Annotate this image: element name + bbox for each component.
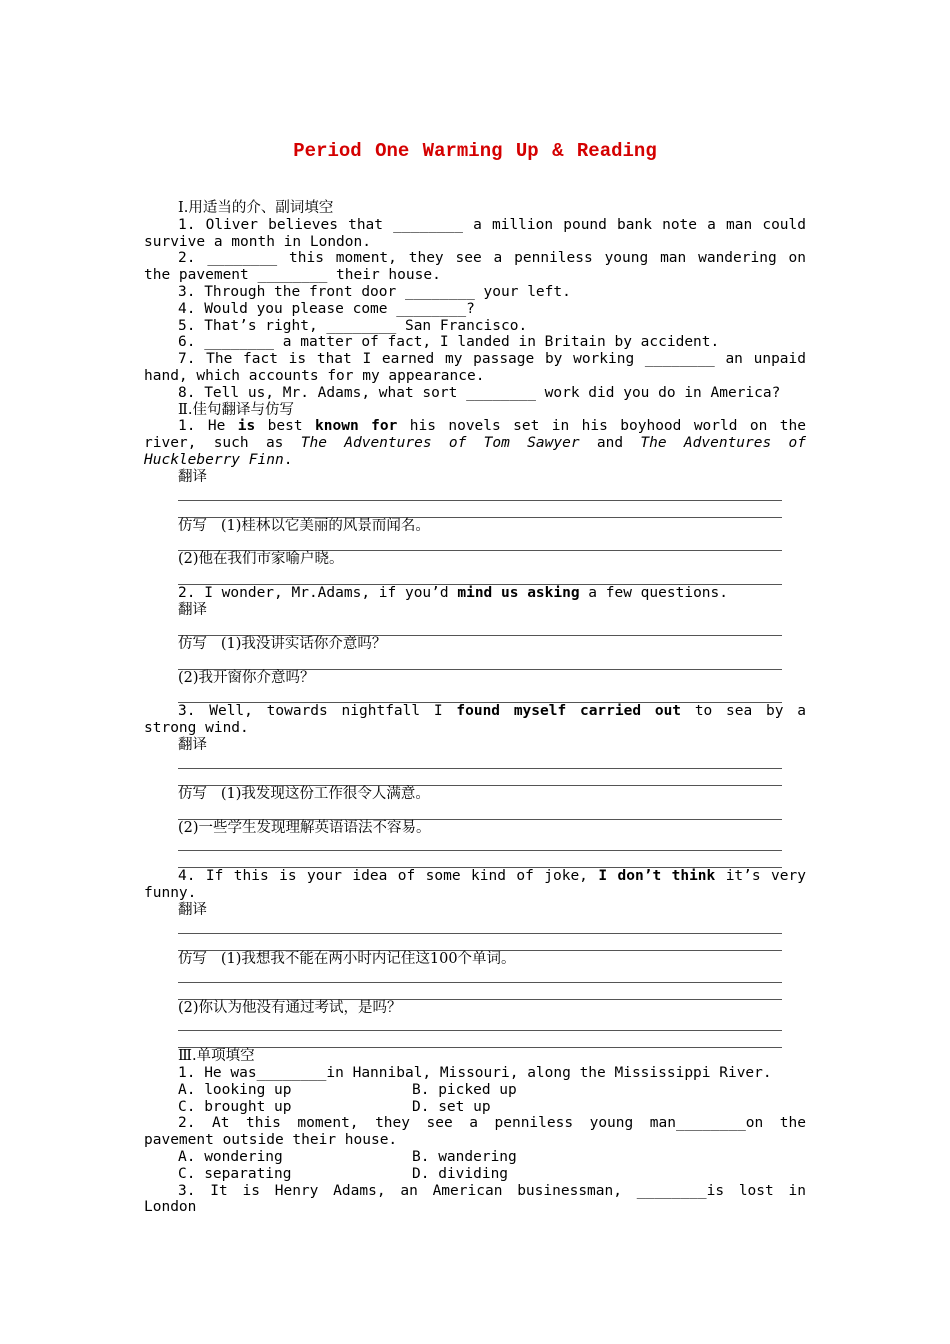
answer-line[interactable] [178,803,782,820]
s2-item-3-sentence: 3. Well, towards nightfall I found myself carried out to sea by a strong wind. [144,703,806,737]
imitate-prompt: (2)一些学生发现理解英语语法不容易。 [178,819,431,836]
answer-line[interactable] [178,769,782,786]
option-c[interactable]: C. separating [178,1165,292,1182]
options-row [144,1149,806,1166]
translate-label: 翻译 [178,901,207,918]
option-b[interactable]: B. picked up [412,1081,517,1098]
options-row [144,1166,806,1183]
s2-item-4-sentence: 4. If this is your idea of some kind of joke, I don’t think it’s very funny. [144,868,806,902]
s3-question-3: 3. It is Henry Adams, an American businessman, ________is lost in London [144,1182,806,1216]
s2-item-2-sentence: 2. I wonder, Mr.Adams, if you’d mind us asking a few questions. [178,585,728,602]
answer-line[interactable] [178,534,782,551]
s3-question-2: 2. At this moment, they see a penniless young man________on the pavement outside their house. [144,1115,806,1149]
options-row [144,1082,806,1099]
s2-item-1-sentence: 1. He is best known for his novels set in his boyhood world on the river, such as The Adventures of Tom Sawyer and The Adventures of Huckleberry Finn. [144,418,807,468]
option-d[interactable]: D. dividing [412,1165,509,1182]
answer-line[interactable] [178,486,782,501]
option-d[interactable]: D. set up [412,1098,491,1115]
s1-question-4: 4. Would you please come ________? [178,300,475,317]
translate-label: 翻译 [178,601,207,618]
answer-line[interactable] [178,851,782,868]
imitate-prompt: (2)你认为他没有通过考试，是吗？ [178,999,402,1016]
imitate-prompt: (2)我开窗你介意吗？ [178,669,315,686]
s1-question-5: 5. That’s right, ________ San Francisco. [178,317,528,334]
section-3-heading: Ⅲ.单项填空 [178,1048,255,1065]
option-b[interactable]: B. wandering [412,1149,517,1166]
s1-question-6: 6. ________ a matter of fact, I landed in Britain by accident. [178,334,720,351]
imitate-prompt: (2)他在我们市家喻户晓。 [178,551,344,568]
answer-line[interactable] [178,653,782,670]
option-c[interactable]: C. brought up [178,1098,292,1115]
section-1-heading: Ⅰ.用适当的介、副词填空 [178,200,334,216]
s1-question-7: 7. The fact is that I earned my passage by working ________ an unpaid hand, which accounts for my appearance. [144,351,806,384]
section-2-heading: Ⅱ.佳句翻译与仿写 [178,401,294,418]
answer-line[interactable] [178,934,782,951]
page [144,140,806,1216]
imitate-prompt: 仿写 (1)桂林以它美丽的风景而闻名。 [178,517,430,534]
answer-line[interactable] [178,686,782,703]
page-title: Period One Warming Up & Reading [293,140,657,162]
answer-line[interactable] [178,1016,782,1031]
answer-line[interactable] [178,619,782,636]
option-a[interactable]: A. looking up [178,1081,292,1098]
s1-question-3: 3. Through the front door ________ your left. [178,283,571,300]
s1-question-8: 8. Tell us, Mr. Adams, what sort ________ work did you do in America? [178,384,781,401]
answer-line[interactable] [178,1031,782,1048]
answer-line[interactable] [178,919,782,934]
options-row [144,1099,806,1116]
answer-line[interactable] [178,983,782,1000]
answer-line[interactable] [178,501,782,518]
answer-line[interactable] [178,568,782,585]
s3-question-1: 1. He was________in Hannibal, Missouri, along the Mississippi River. [178,1065,772,1082]
answer-line[interactable] [178,754,782,769]
imitate-prompt: 仿写 (1)我没讲实话你介意吗？ [178,635,387,652]
option-a[interactable]: A. wondering [178,1149,283,1166]
translate-label: 翻译 [178,736,207,753]
s1-question-1: 1. Oliver believes that ________ a million pound bank note a man could survive a month in London. [144,216,806,250]
answer-line[interactable] [178,836,782,851]
s1-question-2: 2. ________ this moment, they see a penniless young man wandering on the pavement ________ their house. [144,250,806,284]
imitate-prompt: 仿写 (1)我发现这份工作很令人满意。 [178,785,430,802]
translate-label: 翻译 [178,468,207,485]
answer-line[interactable] [178,968,782,983]
imitate-prompt: 仿写 (1)我想我不能在两小时内记住这100个单词。 [178,950,516,967]
